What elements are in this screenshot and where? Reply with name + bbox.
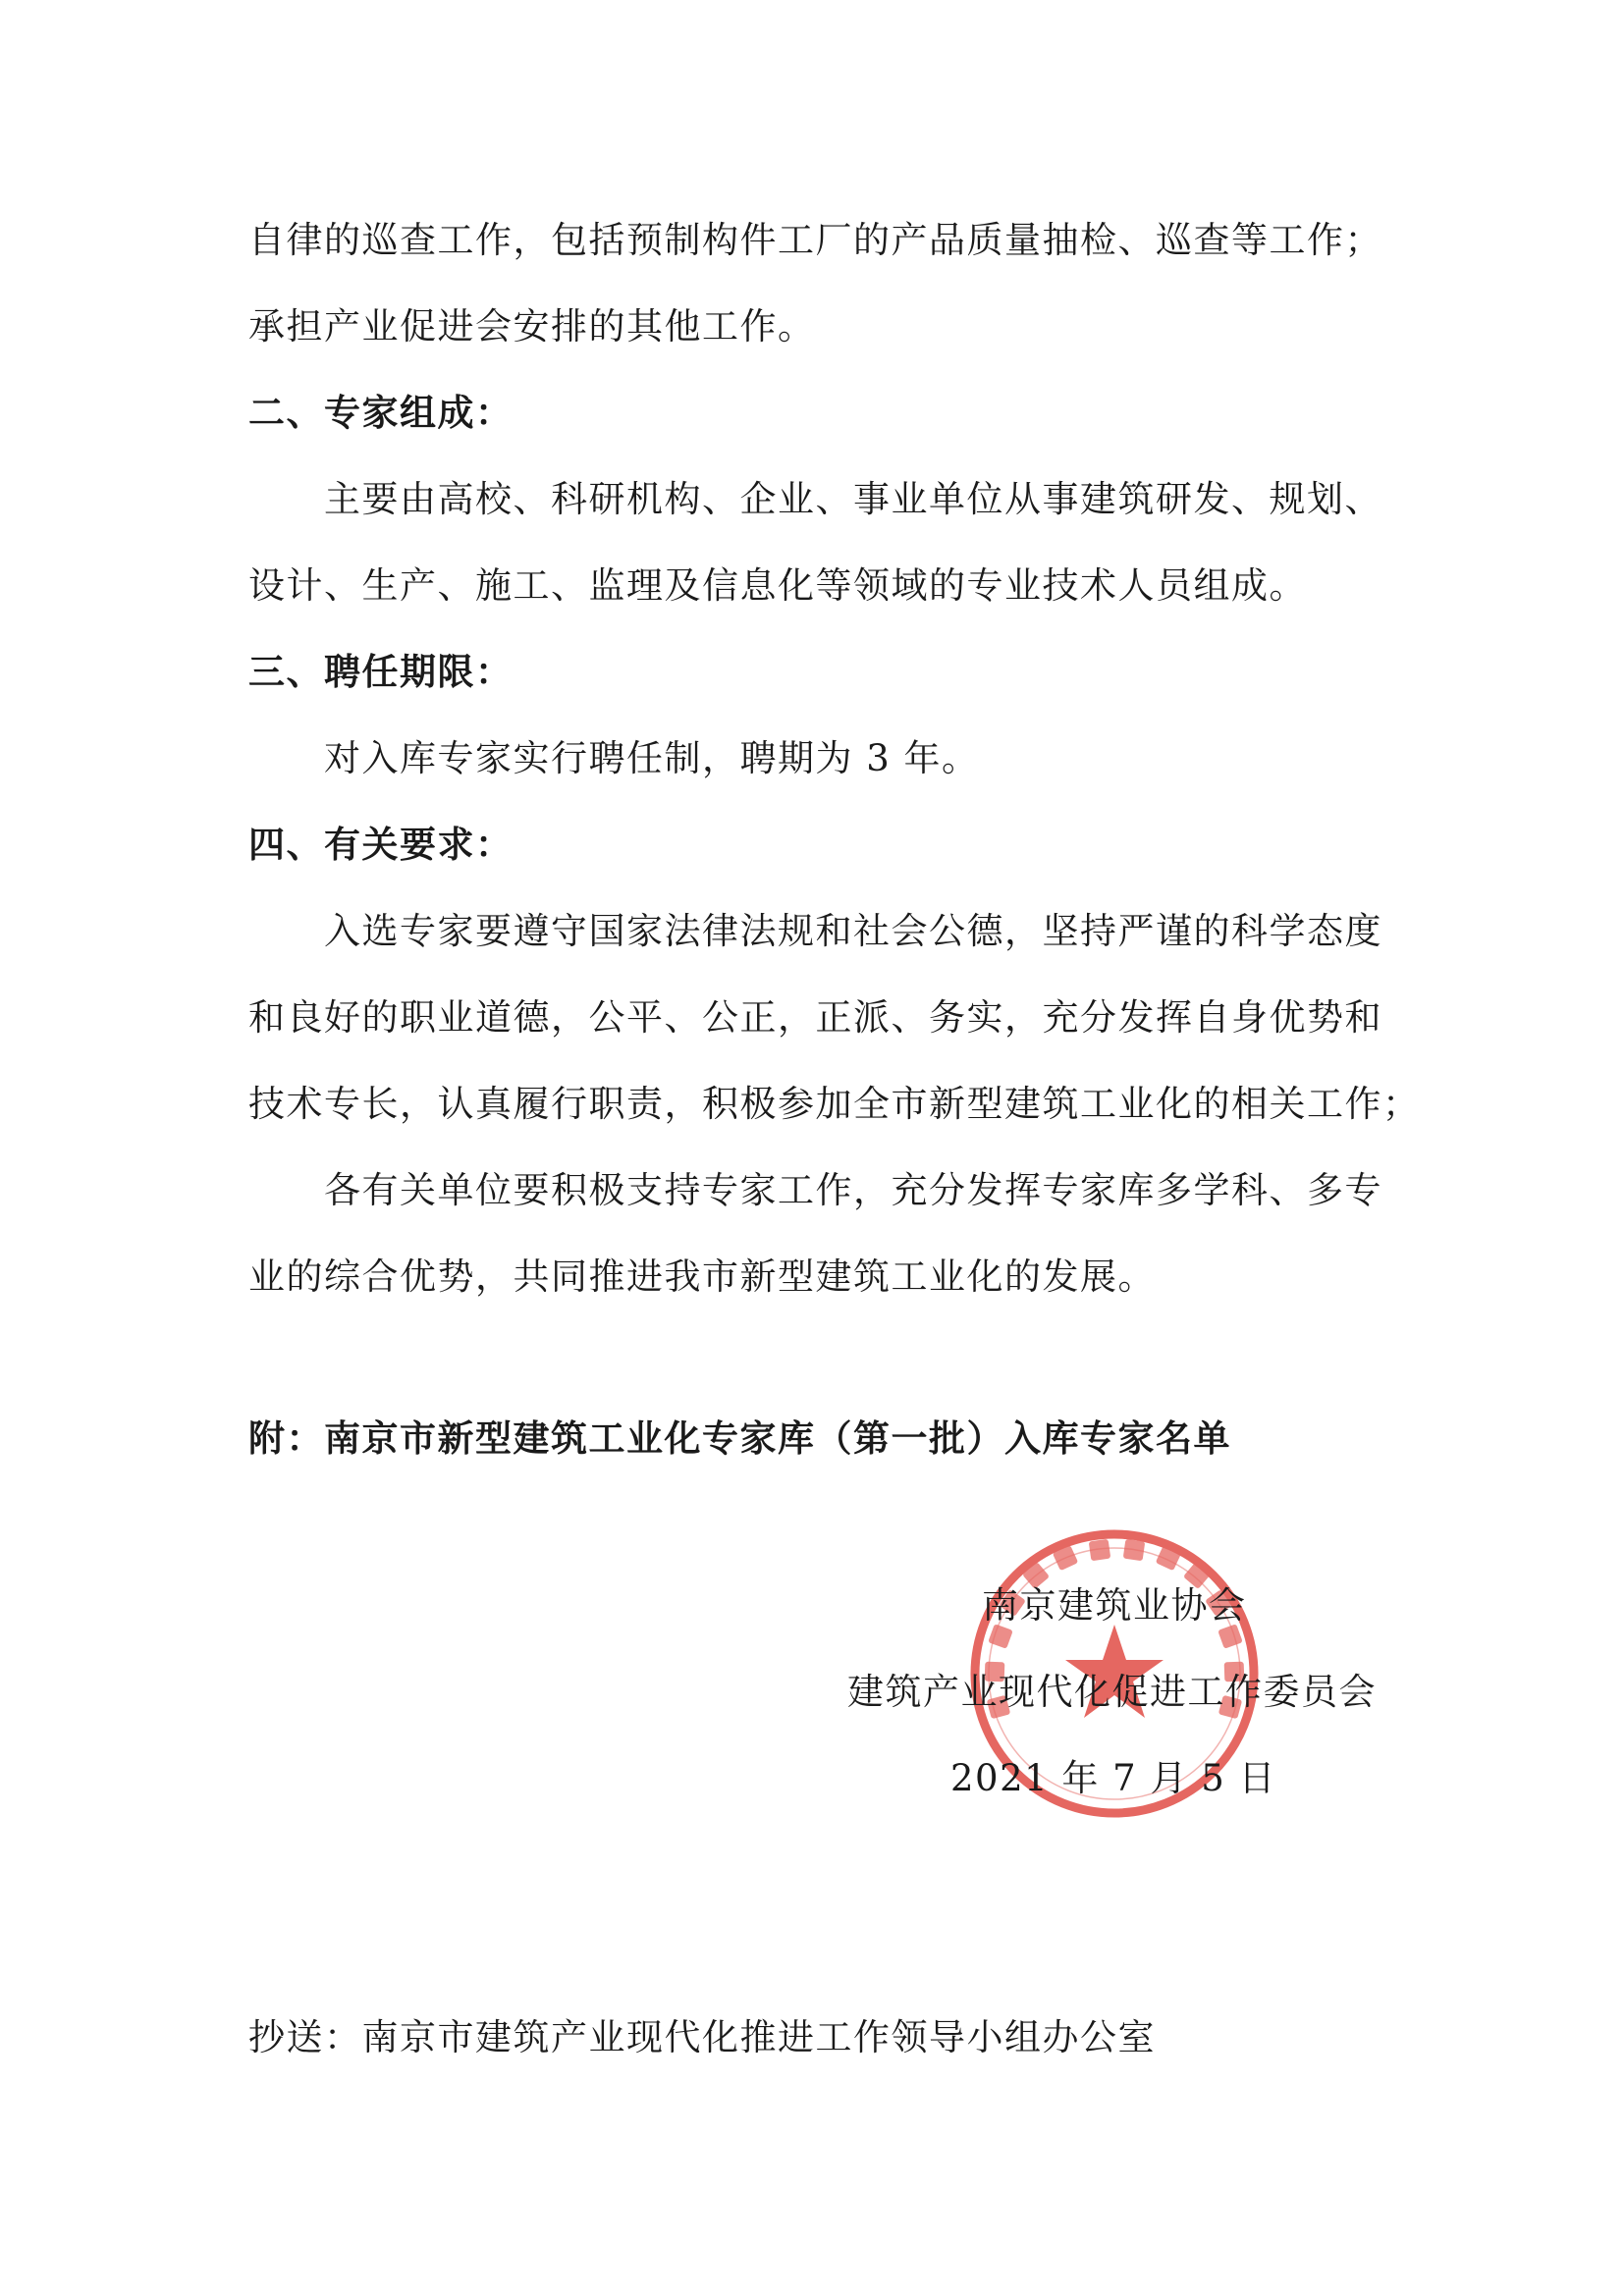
attachment-line: 附：南京市新型建筑工业化专家库（第一批）入库专家名单 [248,1417,1231,1460]
signature-org-2: 建筑产业现代化促进工作委员会 [847,1671,1377,1713]
section4-line-5: 业的综合优势，共同推进我市新型建筑工业化的发展。 [248,1255,1156,1298]
section4-line-3: 技术专长，认真履行职责，积极参加全市新型建筑工业化的相关工作； [248,1083,1421,1125]
section4-line-1: 入选专家要遵守国家法律法规和社会公德，坚持严谨的科学态度 [324,910,1382,952]
body-line-1: 自律的巡查工作，包括预制构件工厂的产品质量抽检、巡查等工作； [248,219,1382,261]
signature-date: 2021 年 7 月 5 日 [950,1757,1277,1799]
section2-line-2: 设计、生产、施工、监理及信息化等领域的专业技术人员组成。 [248,564,1307,607]
cc-line: 抄送：南京市建筑产业现代化推进工作领导小组办公室 [248,2016,1156,2058]
section3-line-1: 对入库专家实行聘任制，聘期为 3 年。 [324,737,980,779]
signature-org-1: 南京建筑业协会 [982,1584,1247,1627]
section-heading-4: 四、有关要求： [248,824,514,866]
section-heading-3: 三、聘任期限： [248,651,514,693]
body-line-2: 承担产业促进会安排的其他工作。 [248,305,816,347]
section2-line-1: 主要由高校、科研机构、企业、事业单位从事建筑研发、规划、 [324,478,1382,520]
section-heading-2: 二、专家组成： [248,392,514,434]
section4-line-2: 和良好的职业道德，公平、公正，正派、务实，充分发挥自身优势和 [248,996,1382,1039]
section4-line-4: 各有关单位要积极支持专家工作，充分发挥专家库多学科、多专 [324,1169,1382,1211]
